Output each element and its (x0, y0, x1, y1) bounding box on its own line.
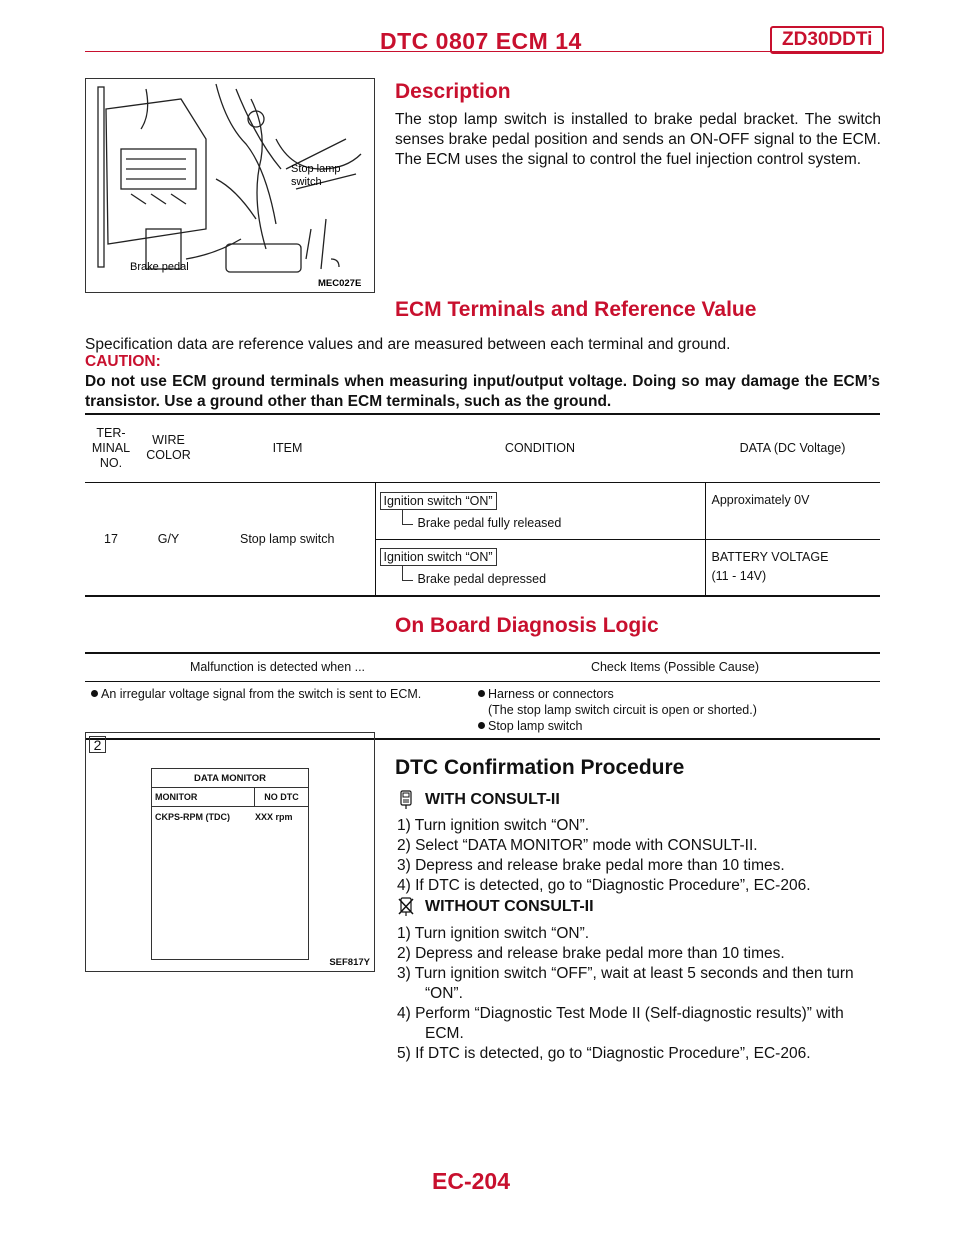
brake-pedal-label: Brake pedal (130, 261, 189, 273)
step: 2) Depress and release brake pedal more than 10 times. (397, 945, 785, 962)
step-continuation: “ON”. (425, 985, 463, 1002)
caution-body: Do not use ECM ground terminals when measuring input/output voltage. Doing so may damage the ECM’s transistor. Use a ground other than ECM terminals, such as the ground. (85, 373, 880, 410)
step: 1) Turn ignition switch “ON”. (397, 817, 590, 834)
with-consult-title: WITH CONSULT-II (425, 791, 560, 808)
diagnosis-logic-title: On Board Diagnosis Logic (395, 614, 659, 637)
stop-lamp-figure (85, 78, 375, 293)
bullet-icon (478, 690, 485, 697)
description-title: Description (395, 80, 511, 103)
data-cell: Approximately 0V (705, 482, 880, 539)
condition-cell: Ignition switch “ON” Brake pedal fully released (375, 482, 705, 539)
data-monitor-screen (151, 768, 309, 960)
without-consult-steps (397, 924, 883, 1064)
bullet-icon (91, 690, 98, 697)
figure2-tag: 2 (89, 736, 106, 753)
step: 4) If DTC is detected, go to “Diagnostic Procedure”, EC-206. (397, 877, 811, 894)
col-check-items: Check Items (Possible Cause) (590, 660, 760, 675)
data-cell: BATTERY VOLTAGE (11 - 14V) (705, 539, 880, 596)
ecm-terminals-title: ECM Terminals and Reference Value (395, 298, 757, 321)
check-items-cell: Harness or connectors (The stop lamp switch circuit is open or shorted.) Stop lamp switch (470, 681, 880, 739)
item-name: Stop lamp switch (240, 531, 335, 546)
terminal-number: 17 (104, 531, 118, 546)
condition-cell: Ignition switch “ON” Brake pedal depressed (375, 539, 705, 596)
page-number: EC-204 (432, 1168, 510, 1194)
step: 3) Turn ignition switch “OFF”, wait at least 5 seconds and then turn (397, 965, 854, 982)
data-monitor-figure (85, 732, 375, 972)
table-header-row (85, 414, 880, 482)
dm-col-status: NO DTC (264, 792, 299, 802)
dm-row: CKPS-RPM (TDC) XXX rpm (155, 812, 293, 822)
step: 3) Depress and release brake pedal more than 10 times. (397, 857, 785, 874)
table-row (85, 482, 880, 539)
ecm-terminals-table (85, 413, 880, 597)
malfunction-cell: An irregular voltage signal from the switch is sent to ECM. (85, 681, 470, 739)
engine-code-badge: ZD30DDTi (770, 26, 884, 54)
col-condition: CONDITION (504, 440, 576, 455)
col-item: ITEM (272, 440, 303, 455)
wire-color: G/Y (157, 531, 180, 546)
col-malfunction: Malfunction is detected when ... (189, 660, 366, 675)
figure2-code: SEF817Y (329, 957, 370, 968)
figure1-code: MEC027E (318, 278, 362, 289)
stop-lamp-label-1: Stop lamp (291, 163, 341, 175)
with-consult-steps (397, 816, 883, 896)
step-continuation: ECM. (425, 1025, 464, 1042)
caution-title: CAUTION: (85, 353, 161, 370)
without-consult-title: WITHOUT CONSULT-II (425, 898, 594, 915)
table-row (85, 681, 880, 739)
col-wire: WIRE COLOR (146, 433, 191, 463)
stop-lamp-label-2: switch (291, 176, 322, 188)
dm-col-monitor: MONITOR (152, 788, 255, 806)
dm-title: DATA MONITOR (152, 769, 308, 788)
col-terminal: TER- MINAL NO. (91, 425, 131, 470)
page-header-title: DTC 0807 ECM 14 (380, 28, 582, 54)
step: 2) Select “DATA MONITOR” mode with CONSULT-II. (397, 837, 758, 854)
diagnosis-logic-table (85, 652, 880, 740)
stop-lamp-illustration (86, 79, 374, 292)
bullet-icon (478, 722, 485, 729)
step: 4) Perform “Diagnostic Test Mode II (Self-diagnostic results)” with (397, 1005, 844, 1022)
consult-icon (397, 790, 415, 810)
col-data: DATA (DC Voltage) (739, 440, 846, 455)
step: 1) Turn ignition switch “ON”. (397, 925, 590, 942)
description-body: The stop lamp switch is installed to brake pedal bracket. The switch senses brake pedal position and sends an ON-OFF signal to the ECM. The ECM uses the signal to control the fuel injection control system. (395, 111, 881, 168)
procedure-title: DTC Confirmation Procedure (395, 756, 685, 779)
no-consult-icon (397, 897, 415, 917)
step: 5) If DTC is detected, go to “Diagnostic Procedure”, EC-206. (397, 1045, 811, 1062)
spec-intro: Specification data are reference values and are measured between each terminal and ground. (85, 336, 731, 353)
header-rule (85, 51, 880, 52)
